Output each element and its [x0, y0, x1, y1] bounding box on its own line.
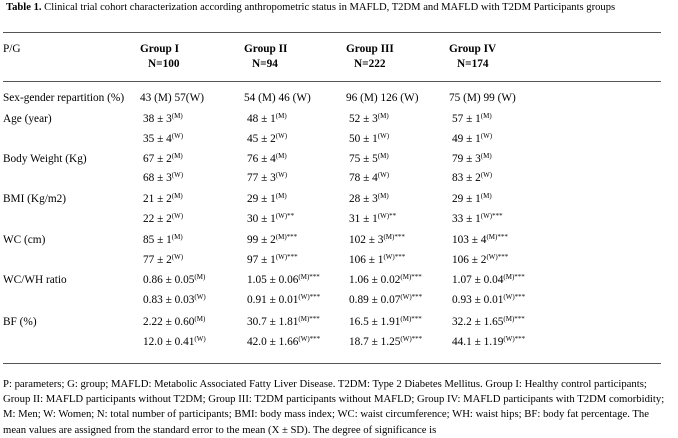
cell-significance: (W)***	[298, 293, 321, 301]
cell-significance: (M)***	[298, 315, 320, 323]
cell-value: 42.0 ± 1.66	[247, 336, 299, 348]
cell-value: 106 ± 1	[349, 254, 384, 266]
table-footnote: P: parameters; G: group; MAFLD: Metabolic Associated Fatty Liver Disease. T2DM: Type 2 Diabetes Mellitus. Group I: Healthy control participants; Group II: MAFLD participants without T2DM; Group III: T2DM participants without MAFLD; Group IV: MAFLD participants with T2DM comorbidity; M: Men; W: Women; N: total number of participants; BMI: body mass index; WC: waist circumference; WH: waist hips; BF: body fat percentage. The mean values are assigned from the standard error to the mean (X ± SD). The degree of significance is	[3, 378, 665, 436]
cell-value: 0.93 ± 0.01	[452, 294, 504, 306]
cell-value: 54 (M) 46 (W)	[244, 92, 311, 104]
cell-significance: (M)	[171, 152, 183, 160]
cell-significance: (W)	[377, 132, 390, 140]
cell-value: 1.05 ± 0.06	[247, 274, 299, 286]
cell-significance: (W)***	[383, 253, 406, 261]
row-label: WC/WH ratio	[3, 274, 67, 286]
group-header	[244, 42, 287, 72]
cell-value: 0.89 ± 0.07	[349, 294, 401, 306]
group-count: N=100	[148, 58, 180, 70]
table-cell	[247, 172, 287, 185]
table-cell	[247, 274, 320, 287]
bottom-rule	[3, 363, 661, 364]
cell-value: 30 ± 1	[247, 213, 276, 225]
cell-value: 0.86 ± 0.05	[143, 274, 195, 286]
header-pg: P/G	[3, 43, 21, 55]
cell-significance: (M)	[377, 112, 389, 120]
cell-significance: (M)	[275, 112, 287, 120]
cell-significance: (M)	[171, 233, 183, 241]
table-cell	[247, 153, 287, 166]
table-caption-text: Clinical trial cohort characterization according anthropometric status in MAFLD, T2DM and MAFLD with T2DM Participants groups	[41, 2, 616, 13]
cell-significance: (W)***	[503, 335, 526, 343]
group-name: Group I	[140, 43, 180, 55]
cell-significance: (M)***	[503, 273, 525, 281]
table-cell	[452, 113, 492, 126]
cell-value: 44.1 ± 1.19	[452, 336, 504, 348]
table-cell	[140, 92, 204, 105]
cell-significance: (M)***	[275, 233, 298, 241]
cell-value: 68 ± 3	[143, 172, 172, 184]
table-cell	[349, 274, 422, 287]
cell-significance: (W)	[194, 335, 206, 343]
cell-significance: (W)***	[480, 212, 503, 220]
group-count: N=222	[354, 58, 386, 70]
group-name: Group IV	[449, 43, 497, 55]
cell-value: 16.5 ± 1.91	[349, 316, 401, 328]
table-cell	[349, 254, 405, 267]
table-cell	[452, 234, 508, 247]
row-label: Body Weight (Kg)	[3, 153, 87, 165]
cell-value: 77 ± 3	[247, 172, 276, 184]
table-cell	[452, 254, 508, 267]
cell-value: 97 ± 1	[247, 254, 276, 266]
cell-value: 30.7 ± 1.81	[247, 316, 299, 328]
cell-significance: (M)***	[383, 233, 405, 241]
cell-significance: (W)	[377, 171, 390, 179]
table-cell	[143, 193, 183, 206]
table-cell	[452, 274, 525, 287]
cell-value: 32.2 ± 1.65	[452, 316, 504, 328]
table-cell	[247, 113, 287, 126]
cell-value: 50 ± 1	[349, 133, 378, 145]
cell-value: 79 ± 3	[452, 153, 481, 165]
cell-significance: (M)***	[503, 315, 525, 323]
group-header	[346, 42, 394, 72]
cell-significance: (M)	[377, 152, 389, 160]
row-label: WC (cm)	[3, 234, 46, 246]
group-header	[449, 42, 496, 72]
cell-value: 0.83 ± 0.03	[143, 294, 195, 306]
group-count: N=174	[457, 58, 489, 70]
table-cell	[247, 254, 298, 267]
table-cell	[452, 294, 525, 307]
cell-significance: (W)***	[275, 253, 298, 261]
cell-significance: (W)	[194, 293, 206, 301]
cell-significance: (W)	[171, 132, 184, 140]
table-cell	[452, 153, 492, 166]
cell-value: 57 ± 1	[452, 113, 481, 125]
cell-value: 96 (M) 126 (W)	[346, 92, 419, 104]
row-label: Sex-gender repartition (%)	[3, 92, 125, 104]
cell-value: 85 ± 1	[143, 234, 172, 246]
cell-significance: (W)	[275, 132, 288, 140]
table-cell	[143, 172, 183, 185]
cell-value: 12.0 ± 0.41	[143, 336, 195, 348]
cell-significance: (W)**	[377, 212, 397, 220]
cell-value: 102 ± 3	[349, 234, 384, 246]
group-name: Group II	[244, 43, 288, 55]
table-cell	[349, 193, 389, 206]
table-cell	[143, 234, 183, 247]
table-cell	[449, 92, 516, 105]
cell-value: 29 ± 1	[247, 193, 276, 205]
cell-value: 1.06 ± 0.02	[349, 274, 401, 286]
cell-significance: (M)	[194, 273, 206, 281]
cell-value: 1.07 ± 0.04	[452, 274, 504, 286]
table-cell	[143, 274, 205, 287]
cell-significance: (M)	[480, 192, 492, 200]
cell-value: 49 ± 1	[452, 133, 481, 145]
table-caption	[6, 1, 678, 14]
cell-significance: (W)***	[486, 253, 509, 261]
cell-value: 43 (M) 57(W)	[140, 92, 204, 104]
cell-value: 75 (M) 99 (W)	[449, 92, 516, 104]
header-rule	[3, 81, 661, 82]
cell-significance: (M)	[275, 192, 287, 200]
cell-value: 106 ± 2	[452, 254, 487, 266]
cell-value: 99 ± 2	[247, 234, 276, 246]
cell-value: 83 ± 2	[452, 172, 481, 184]
cell-value: 29 ± 1	[452, 193, 481, 205]
cell-value: 103 ± 4	[452, 234, 487, 246]
table-cell	[346, 92, 418, 105]
cell-significance: (W)	[171, 253, 184, 261]
table-cell	[452, 336, 525, 349]
cell-value: 48 ± 1	[247, 113, 276, 125]
cell-value: 2.22 ± 0.60	[143, 316, 195, 328]
cell-value: 52 ± 3	[349, 113, 378, 125]
cell-value: 77 ± 2	[143, 254, 172, 266]
cell-significance: (M)	[194, 315, 206, 323]
table-cell	[452, 316, 525, 329]
table-cell	[349, 113, 389, 126]
cell-significance: (W)***	[503, 293, 526, 301]
table-cell	[349, 172, 389, 185]
cell-value: 35 ± 4	[143, 133, 172, 145]
cell-significance: (W)	[171, 212, 184, 220]
table-cell	[143, 153, 183, 166]
table-cell	[143, 336, 206, 349]
cell-significance: (W)	[480, 132, 493, 140]
cell-value: 33 ± 1	[452, 213, 481, 225]
table-cell	[349, 234, 405, 247]
table-caption-label: Table 1.	[6, 2, 42, 13]
cell-significance: (W)***	[298, 335, 321, 343]
table-cell	[143, 213, 183, 226]
cell-significance: (M)	[275, 152, 287, 160]
table-cell	[143, 294, 206, 307]
group-header	[140, 42, 180, 72]
table-cell	[349, 213, 396, 226]
cell-significance: (W)	[275, 171, 288, 179]
table-cell	[452, 213, 503, 226]
cell-value: 38 ± 3	[143, 113, 172, 125]
table-cell	[143, 254, 183, 267]
cell-value: 0.91 ± 0.01	[247, 294, 299, 306]
cell-value: 28 ± 3	[349, 193, 378, 205]
table-cell	[349, 294, 422, 307]
cell-value: 22 ± 2	[143, 213, 172, 225]
table-cell	[143, 316, 205, 329]
cell-value: 21 ± 2	[143, 193, 172, 205]
cell-significance: (M)***	[298, 273, 320, 281]
table-cell	[143, 133, 183, 146]
row-label: BF (%)	[3, 316, 37, 328]
table-cell	[247, 193, 287, 206]
cell-significance: (W)***	[400, 335, 423, 343]
top-rule	[3, 32, 661, 33]
table-cell	[349, 153, 389, 166]
cell-value: 67 ± 2	[143, 153, 172, 165]
table-cell	[247, 133, 287, 146]
table-cell	[247, 294, 320, 307]
cell-significance: (W)	[480, 171, 493, 179]
cell-value: 45 ± 2	[247, 133, 276, 145]
group-count: N=94	[252, 58, 278, 70]
cell-significance: (W)***	[400, 293, 423, 301]
table-cell	[349, 336, 422, 349]
table-cell	[247, 234, 297, 247]
cell-significance: (W)	[171, 171, 184, 179]
group-name: Group III	[346, 43, 394, 55]
cell-value: 75 ± 5	[349, 153, 378, 165]
cell-significance: (M)	[171, 192, 183, 200]
cell-significance: (M)***	[486, 233, 508, 241]
cell-significance: (M)	[480, 152, 492, 160]
cell-value: 78 ± 4	[349, 172, 378, 184]
row-label: Age (year)	[3, 113, 52, 125]
cell-significance: (M)	[377, 192, 389, 200]
table-cell	[349, 133, 389, 146]
table-cell	[247, 316, 320, 329]
table-cell	[244, 92, 311, 105]
table-cell	[452, 172, 492, 185]
table-cell	[247, 336, 320, 349]
cell-value: 31 ± 1	[349, 213, 378, 225]
cell-significance: (M)***	[400, 315, 422, 323]
table-cell	[452, 133, 492, 146]
table-cell	[349, 316, 422, 329]
table-cell	[452, 193, 492, 206]
cell-significance: (W)**	[275, 212, 295, 220]
row-label: BMI (Kg/m2)	[3, 193, 67, 205]
table-cell	[143, 113, 183, 126]
cell-significance: (M)	[171, 112, 183, 120]
cell-value: 18.7 ± 1.25	[349, 336, 401, 348]
table-cell	[247, 213, 294, 226]
cell-value: 76 ± 4	[247, 153, 276, 165]
cell-significance: (M)***	[400, 273, 422, 281]
cell-significance: (M)	[480, 112, 492, 120]
